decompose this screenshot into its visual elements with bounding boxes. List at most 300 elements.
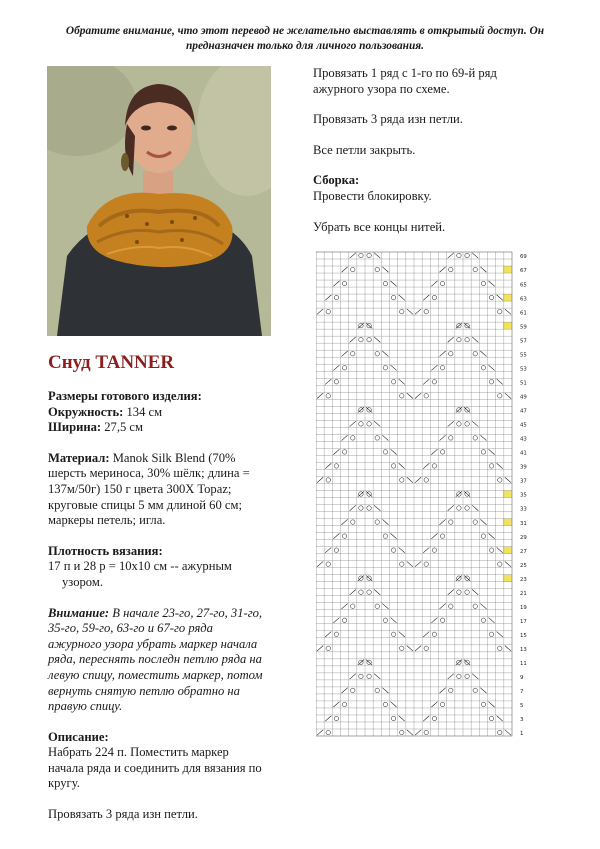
decrease-symbol [440, 435, 446, 440]
yarn-over-symbol [457, 422, 461, 426]
right-line-5: Убрать все концы нитей. [313, 219, 446, 234]
yarn-over-symbol [391, 716, 395, 720]
decrease-symbol [448, 253, 454, 258]
right-line-1b: ажурного узора по схеме. [313, 81, 450, 96]
row-number: 51 [520, 380, 527, 387]
left-column [48, 389, 280, 823]
decrease-symbol [440, 604, 446, 609]
decrease-symbol [407, 393, 413, 398]
yarn-over-symbol [342, 702, 346, 706]
row-number: 1 [520, 731, 524, 738]
yarn-over-symbol [400, 730, 404, 734]
yarn-over-symbol [424, 394, 428, 398]
decrease-symbol [374, 337, 380, 342]
yarn-over-symbol [449, 351, 453, 355]
yarn-over-symbol [334, 295, 338, 299]
decrease-symbol [431, 533, 437, 538]
yarn-over-symbol [473, 520, 477, 524]
row-number: 29 [520, 534, 527, 541]
yarn-over-symbol [334, 380, 338, 384]
yarn-over-symbol [449, 267, 453, 271]
yarn-over-symbol [424, 309, 428, 313]
yarn-over-symbol [359, 590, 363, 594]
model-photo [47, 66, 271, 336]
decrease-symbol [472, 505, 478, 510]
decrease-symbol [415, 561, 421, 566]
decrease-symbol [415, 309, 421, 314]
yarn-over-symbol [367, 590, 371, 594]
yarn-over-symbol [449, 688, 453, 692]
description-line-1: Набрать 224 п. Поместить маркер [48, 745, 229, 760]
yarn-over-symbol [440, 281, 444, 285]
gauge-line-2: узором. [62, 574, 103, 589]
yarn-over-symbol [473, 688, 477, 692]
yarn-over-symbol [383, 281, 387, 285]
yarn-over-symbol [457, 590, 461, 594]
yarn-over-symbol [400, 394, 404, 398]
yarn-over-symbol [489, 464, 493, 468]
decrease-symbol [448, 337, 454, 342]
decrease-symbol [333, 702, 339, 707]
row-number: 53 [520, 366, 527, 373]
girth-value: 134 см [123, 404, 163, 419]
row-number: 9 [520, 675, 524, 682]
yarn-over-symbol [489, 716, 493, 720]
decrease-symbol [472, 421, 478, 426]
decrease-symbol [382, 688, 388, 693]
yarn-over-symbol [440, 702, 444, 706]
decrease-symbol [374, 589, 380, 594]
sizes-girth [48, 405, 280, 421]
right-line-3: Все петли закрыть. [313, 142, 416, 157]
decrease-symbol [342, 519, 348, 524]
decrease-symbol [317, 477, 323, 482]
row-number: 47 [520, 408, 527, 415]
decrease-symbol [342, 604, 348, 609]
yarn-over-symbol [400, 478, 404, 482]
decrease-symbol [333, 449, 339, 454]
yarn-over-symbol [473, 436, 477, 440]
yarn-over-symbol [457, 674, 461, 678]
decrease-symbol [472, 674, 478, 679]
row-number: 41 [520, 450, 527, 457]
decrease-symbol [448, 589, 454, 594]
decrease-symbol [440, 519, 446, 524]
yarn-over-symbol [383, 618, 387, 622]
decrease-symbol [497, 547, 503, 552]
yarn-over-symbol [334, 464, 338, 468]
material-line-5: маркеры петель; игла. [48, 513, 166, 528]
yarn-over-symbol [359, 506, 363, 510]
yarn-over-symbol [465, 674, 469, 678]
decrease-symbol [325, 716, 331, 721]
decrease-symbol [374, 674, 380, 679]
decrease-symbol [415, 393, 421, 398]
yarn-over-symbol [326, 730, 330, 734]
decrease-symbol [325, 547, 331, 552]
decrease-symbol [472, 337, 478, 342]
row-number: 49 [520, 394, 527, 401]
decrease-symbol [489, 702, 495, 707]
decrease-symbol [333, 618, 339, 623]
yarn-over-symbol [359, 674, 363, 678]
row-number: 11 [520, 661, 527, 668]
yarn-over-symbol [351, 351, 355, 355]
decrease-symbol [350, 674, 356, 679]
yarn-over-symbol [351, 604, 355, 608]
yarn-over-symbol [334, 632, 338, 636]
yarn-over-symbol [432, 464, 436, 468]
yarn-over-symbol [424, 730, 428, 734]
yarn-over-symbol [432, 632, 436, 636]
yarn-over-symbol [457, 506, 461, 510]
decrease-symbol [423, 716, 429, 721]
yarn-over-symbol [334, 548, 338, 552]
decrease-symbol [382, 435, 388, 440]
decrease-symbol [472, 589, 478, 594]
row-number: 33 [520, 506, 527, 513]
decrease-symbol [497, 379, 503, 384]
description-label: Описание: [48, 729, 109, 744]
decrease-symbol [489, 449, 495, 454]
decrease-symbol [448, 674, 454, 679]
decrease-symbol [505, 309, 511, 314]
row-number: 7 [520, 689, 524, 696]
material-line-4: круговые спицы 5 мм длиной 60 см; [48, 497, 242, 512]
yarn-over-symbol [342, 365, 346, 369]
row-number: 39 [520, 464, 527, 471]
yarn-over-symbol [465, 253, 469, 257]
yarn-over-symbol [326, 562, 330, 566]
yarn-over-symbol [326, 394, 330, 398]
yarn-over-symbol [465, 590, 469, 594]
row-number: 61 [520, 310, 527, 317]
decrease-symbol [497, 463, 503, 468]
material-text-1: Manok Silk Blend (70% [109, 450, 236, 465]
yarn-over-symbol [383, 450, 387, 454]
yarn-over-symbol [375, 688, 379, 692]
decrease-symbol [415, 730, 421, 735]
yarn-over-symbol [498, 646, 502, 650]
notice-line-2: предназначен только для личного пользования. [185, 40, 425, 52]
decrease-symbol [325, 379, 331, 384]
decrease-symbol [407, 309, 413, 314]
decrease-symbol [440, 688, 446, 693]
decrease-symbol [489, 281, 495, 286]
right-line-1a: Провязать 1 ряд с 1-го по 69-й ряд [313, 66, 497, 80]
yarn-over-symbol [400, 562, 404, 566]
row-number: 67 [520, 268, 527, 275]
decrease-symbol [423, 632, 429, 637]
decrease-symbol [480, 267, 486, 272]
yarn-over-symbol [342, 534, 346, 538]
yarn-over-symbol [481, 618, 485, 622]
material-label: Материал: [48, 450, 110, 465]
decrease-symbol [505, 477, 511, 482]
decrease-symbol [423, 463, 429, 468]
yarn-over-symbol [351, 688, 355, 692]
decrease-symbol [399, 295, 405, 300]
row-number: 25 [520, 562, 527, 569]
yarn-over-symbol [359, 337, 363, 341]
decrease-symbol [505, 730, 511, 735]
yarn-over-symbol [449, 436, 453, 440]
decrease-symbol [489, 533, 495, 538]
decrease-symbol [480, 351, 486, 356]
material-line-1 [48, 451, 280, 467]
attention-line-7: правую спицу. [48, 699, 123, 714]
decrease-symbol [350, 253, 356, 258]
row-number: 13 [520, 647, 527, 654]
description-line-3: кругу. [48, 776, 80, 791]
decrease-symbol [440, 267, 446, 272]
attention-line-1 [48, 606, 280, 622]
attention-line-4: ряда, переснять последн петлю ряда на [48, 652, 262, 667]
marker-highlight [503, 575, 512, 582]
yarn-over-symbol [367, 337, 371, 341]
row-number: 17 [520, 618, 527, 625]
right-column [313, 66, 583, 250]
yarn-over-symbol [351, 267, 355, 271]
yarn-over-symbol [489, 295, 493, 299]
yarn-over-symbol [383, 365, 387, 369]
decrease-symbol [374, 253, 380, 258]
row-number: 45 [520, 422, 527, 429]
decrease-symbol [399, 547, 405, 552]
yarn-over-symbol [391, 548, 395, 552]
decrease-symbol [333, 281, 339, 286]
yarn-over-symbol [481, 281, 485, 285]
yarn-over-symbol [465, 422, 469, 426]
decrease-symbol [391, 618, 397, 623]
decrease-symbol [423, 547, 429, 552]
yarn-over-symbol [498, 562, 502, 566]
decrease-symbol [407, 646, 413, 651]
decrease-symbol [399, 716, 405, 721]
decrease-symbol [480, 688, 486, 693]
yarn-over-symbol [489, 632, 493, 636]
right-line-4: Провести блокировку. [313, 188, 432, 203]
decrease-symbol [382, 267, 388, 272]
row-number: 23 [520, 576, 527, 583]
attention-line-2: 35-го, 59-го, 63-го и 67-го ряда [48, 621, 213, 636]
yarn-over-symbol [449, 604, 453, 608]
yarn-over-symbol [375, 351, 379, 355]
decrease-symbol [448, 421, 454, 426]
yarn-over-symbol [391, 380, 395, 384]
attention-text-1: В начале 23-го, 27-го, 31-го, [109, 605, 263, 620]
row-number: 59 [520, 324, 527, 331]
decrease-symbol [497, 716, 503, 721]
row-number: 21 [520, 590, 527, 597]
decrease-symbol [391, 533, 397, 538]
yarn-over-symbol [326, 309, 330, 313]
yarn-over-symbol [342, 450, 346, 454]
yarn-over-symbol [367, 253, 371, 257]
decrease-symbol [399, 463, 405, 468]
decrease-symbol [374, 505, 380, 510]
decrease-symbol [391, 702, 397, 707]
row-number: 69 [520, 254, 527, 261]
yarn-over-symbol [473, 351, 477, 355]
yarn-over-symbol [457, 337, 461, 341]
decrease-symbol [448, 505, 454, 510]
decrease-symbol [440, 351, 446, 356]
gauge-line-1: 17 п и 28 р = 10х10 см -- ажурным [48, 559, 232, 574]
decrease-symbol [350, 337, 356, 342]
yarn-over-symbol [465, 337, 469, 341]
attention-line-5: левую спицу, поместить маркер, потом [48, 667, 263, 682]
yarn-over-symbol [391, 464, 395, 468]
row-number: 35 [520, 492, 527, 499]
decrease-symbol [407, 561, 413, 566]
yarn-over-symbol [400, 646, 404, 650]
decrease-symbol [374, 421, 380, 426]
yarn-over-symbol [375, 604, 379, 608]
page-title: Снуд TANNER [48, 352, 175, 373]
row-number: 63 [520, 296, 527, 303]
yarn-over-symbol [481, 702, 485, 706]
right-line-2: Провязать 3 ряда изн петли. [313, 112, 463, 127]
decrease-symbol [382, 604, 388, 609]
decrease-symbol [431, 281, 437, 286]
yarn-over-symbol [489, 380, 493, 384]
yarn-over-symbol [375, 436, 379, 440]
yarn-over-symbol [326, 478, 330, 482]
decrease-symbol [415, 477, 421, 482]
yarn-over-symbol [351, 436, 355, 440]
yarn-over-symbol [465, 506, 469, 510]
yarn-over-symbol [489, 548, 493, 552]
decrease-symbol [399, 632, 405, 637]
decrease-symbol [382, 351, 388, 356]
row-number: 15 [520, 632, 527, 639]
decrease-symbol [342, 351, 348, 356]
decrease-symbol [423, 295, 429, 300]
yarn-over-symbol [383, 702, 387, 706]
decrease-symbol [317, 309, 323, 314]
decrease-symbol [350, 421, 356, 426]
row-number: 55 [520, 352, 527, 359]
yarn-over-symbol [473, 267, 477, 271]
yarn-over-symbol [481, 534, 485, 538]
yarn-over-symbol [424, 478, 428, 482]
width-value: 27,5 см [101, 420, 143, 435]
decrease-symbol [317, 730, 323, 735]
decrease-symbol [317, 393, 323, 398]
row-number: 5 [520, 703, 524, 710]
decrease-symbol [423, 379, 429, 384]
yarn-over-symbol [440, 618, 444, 622]
yarn-over-symbol [432, 295, 436, 299]
attention-label: Внимание: [48, 605, 110, 620]
material-line-3: 137м/50г) 150 г цвета 300X Topaz; [48, 481, 232, 496]
decrease-symbol [407, 477, 413, 482]
decrease-symbol [431, 702, 437, 707]
decrease-symbol [407, 730, 413, 735]
decrease-symbol [505, 646, 511, 651]
gauge-label: Плотность вязания: [48, 543, 163, 558]
yarn-over-symbol [432, 548, 436, 552]
decrease-symbol [480, 604, 486, 609]
girth-label: Окружность: [48, 404, 124, 419]
material-line-2: шерсть мериноса, 30% шёлк; длина = [48, 466, 250, 481]
decrease-symbol [497, 632, 503, 637]
yarn-over-symbol [359, 253, 363, 257]
sizes-width [48, 420, 280, 436]
width-label: Ширина: [48, 420, 102, 435]
yarn-over-symbol [326, 646, 330, 650]
decrease-symbol [480, 519, 486, 524]
yarn-over-symbol [481, 450, 485, 454]
lace-chart-svg [316, 250, 538, 738]
yarn-over-symbol [424, 646, 428, 650]
marker-highlight [503, 322, 512, 329]
yarn-over-symbol [498, 730, 502, 734]
row-number: 43 [520, 436, 527, 443]
notice-line-1: Обратите внимание, что этот перевод не желательно выставлять в открытый доступ. Он [65, 25, 545, 37]
decrease-symbol [480, 435, 486, 440]
decrease-symbol [415, 646, 421, 651]
decrease-symbol [505, 393, 511, 398]
decrease-symbol [391, 365, 397, 370]
yarn-over-symbol [383, 534, 387, 538]
row-number: 65 [520, 282, 527, 289]
yarn-over-symbol [424, 562, 428, 566]
decrease-symbol [317, 561, 323, 566]
decrease-symbol [317, 646, 323, 651]
yarn-over-symbol [334, 716, 338, 720]
marker-highlight [503, 547, 512, 554]
yarn-over-symbol [498, 478, 502, 482]
decrease-symbol [333, 533, 339, 538]
description-line-4: Провязать 3 ряда изн петли. [48, 807, 198, 822]
row-number: 27 [520, 548, 527, 555]
yarn-over-symbol [432, 380, 436, 384]
decrease-symbol [489, 365, 495, 370]
row-number: 31 [520, 520, 527, 527]
yarn-over-symbol [449, 520, 453, 524]
marker-highlight [503, 519, 512, 526]
yarn-over-symbol [498, 309, 502, 313]
yarn-over-symbol [481, 365, 485, 369]
sizes-heading: Размеры готового изделия: [48, 389, 202, 403]
description-line-2: начала ряда и соединить для вязания по [48, 760, 262, 775]
attention-line-6: вернуть снятую петлю обратно на [48, 683, 240, 698]
marker-highlight [503, 490, 512, 497]
yarn-over-symbol [342, 618, 346, 622]
yarn-over-symbol [367, 674, 371, 678]
decrease-symbol [399, 379, 405, 384]
decrease-symbol [431, 449, 437, 454]
attention-line-3: ажурного узора убрать маркер начала [48, 636, 258, 651]
row-number: 19 [520, 604, 527, 611]
yarn-over-symbol [432, 716, 436, 720]
decrease-symbol [472, 253, 478, 258]
yarn-over-symbol [391, 295, 395, 299]
decrease-symbol [391, 449, 397, 454]
decrease-symbol [342, 267, 348, 272]
decrease-symbol [325, 295, 331, 300]
marker-highlight [503, 294, 512, 301]
yarn-over-symbol [359, 422, 363, 426]
row-number: 37 [520, 478, 527, 485]
yarn-over-symbol [440, 450, 444, 454]
yarn-over-symbol [391, 632, 395, 636]
decrease-symbol [350, 505, 356, 510]
row-number: 57 [520, 338, 527, 345]
yarn-over-symbol [440, 365, 444, 369]
